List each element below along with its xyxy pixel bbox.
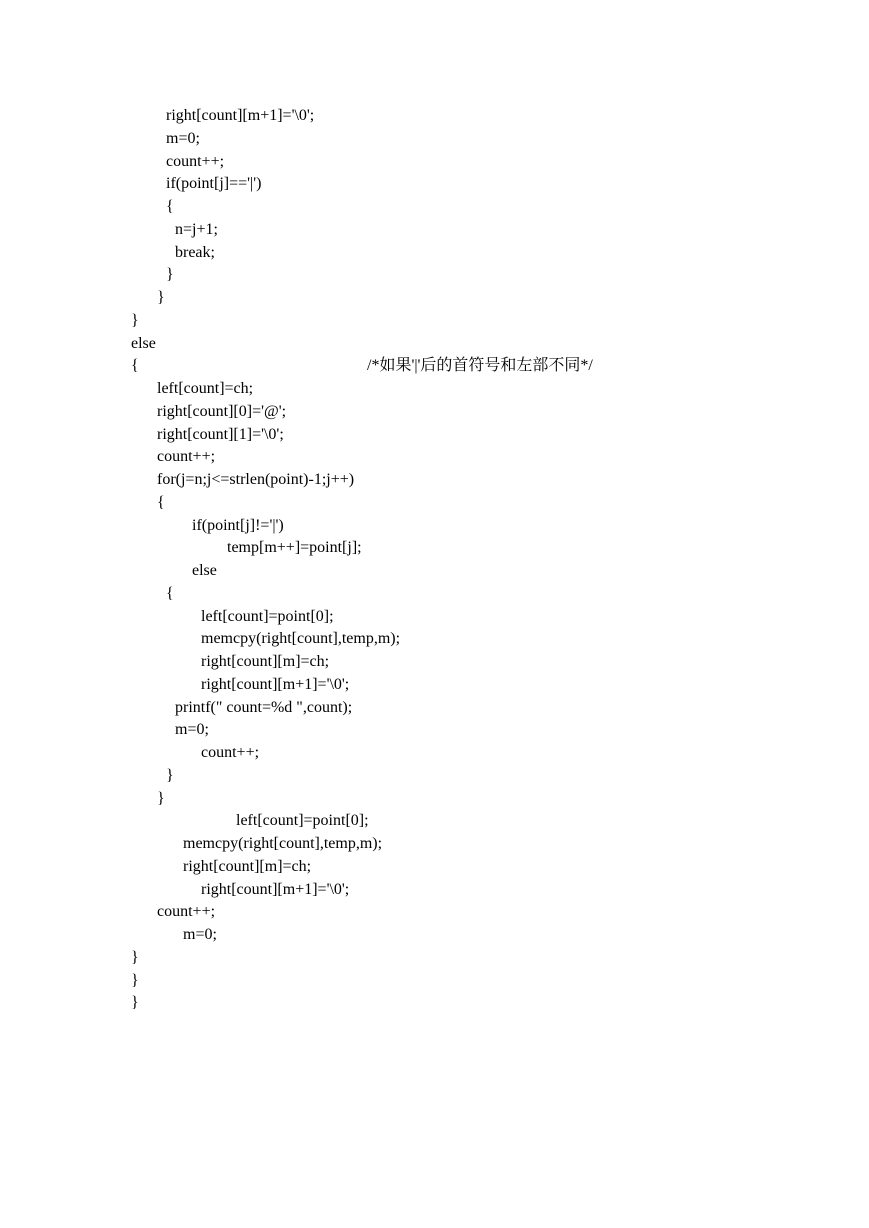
code-line: { [131, 357, 139, 374]
code-line: } [157, 790, 165, 807]
code-line: else [192, 562, 217, 579]
code-line: for(j=n;j<=strlen(point)-1;j++) [157, 471, 355, 488]
code-line: m=0; [166, 130, 200, 147]
code-line: } [157, 289, 165, 306]
code-line: left[count]=ch; [157, 380, 254, 397]
code-line: } [131, 312, 139, 329]
code-line: count++; [157, 903, 216, 920]
code-line: if(point[j]!='|') [192, 517, 284, 534]
code-line: } [131, 949, 139, 966]
code-line: else [131, 335, 156, 352]
code-line: memcpy(right[count],temp,m); [201, 630, 401, 647]
code-line: count++; [157, 448, 216, 465]
code-line: } [131, 994, 139, 1011]
code-line: temp[m++]=point[j]; [227, 539, 362, 556]
code-line: right[count][m+1]='\0'; [166, 107, 315, 124]
code-line: count++; [166, 153, 225, 170]
code-line: printf(" count=%d ",count); [175, 699, 353, 716]
code-line: { [157, 494, 165, 511]
code-line: n=j+1; [175, 221, 218, 238]
code-line: } [166, 266, 174, 283]
code-line: break; [175, 244, 215, 261]
code-line: } [166, 767, 174, 784]
code-line: right[count][m]=ch; [201, 653, 330, 670]
code-line: left[count]=point[0]; [236, 812, 369, 829]
code-line: left[count]=point[0]; [201, 608, 334, 625]
code-line: right[count][m+1]='\0'; [201, 881, 350, 898]
code-line: right[count][m+1]='\0'; [201, 676, 350, 693]
code-line: right[count][1]='\0'; [157, 426, 284, 443]
code-line: m=0; [183, 926, 217, 943]
code-comment: /*如果'|'后的首符号和左部不同*/ [367, 357, 593, 374]
code-line: memcpy(right[count],temp,m); [183, 835, 383, 852]
code-line: count++; [201, 744, 260, 761]
code-line: { [166, 585, 174, 602]
code-line: } [131, 972, 139, 989]
code-line: right[count][m]=ch; [183, 858, 312, 875]
code-line: m=0; [175, 721, 209, 738]
code-line: if(point[j]=='|') [166, 175, 262, 192]
code-line: { [166, 198, 174, 215]
code-line: right[count][0]='@'; [157, 403, 287, 420]
